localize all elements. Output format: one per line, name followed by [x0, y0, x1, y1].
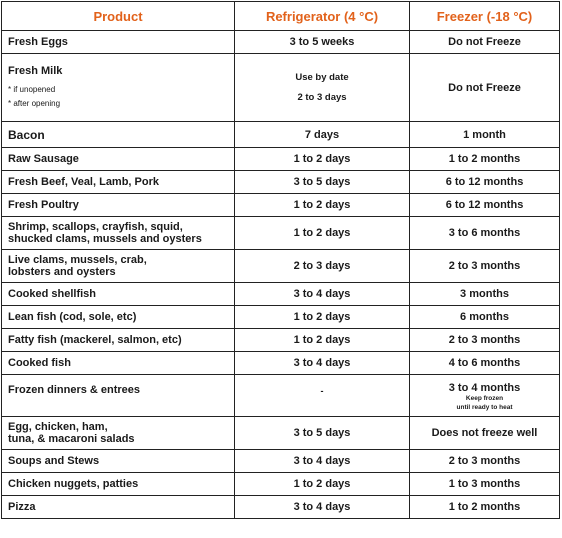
product-note: * after opening: [8, 98, 61, 108]
table-row: [2, 450, 560, 473]
refrigerator-cell: [235, 375, 410, 417]
refrigerator-cell: 1 to 2 days: [235, 217, 410, 250]
header-refrigerator: Refrigerator (4 °C): [235, 2, 410, 31]
freezer-cell: 1 to 2 months: [410, 148, 560, 171]
freezer-cell: Do not Freeze: [410, 54, 560, 122]
product-cell: Soups and Stews: [2, 450, 235, 473]
refrigerator-cell: 2 to 3 days: [235, 250, 410, 283]
refrigerator-cell: 1 to 2 days: [235, 306, 410, 329]
product-line: Live clams, mussels, crab,: [8, 254, 147, 266]
refrigerator-cell: 3 to 4 days: [235, 496, 410, 519]
product-line: Shrimp, scallops, crayfish, squid,: [8, 221, 183, 233]
refrigerator-cell: 1 to 2 days: [235, 473, 410, 496]
product-line: Egg, chicken, ham,: [8, 421, 108, 433]
table-row: [2, 306, 560, 329]
freezer-value: 3 to 4 months: [448, 382, 521, 394]
refrigerator-cell: 1 to 2 days: [235, 329, 410, 352]
table-row: [2, 417, 560, 450]
product-cell: Pizza: [2, 496, 235, 519]
product-cell: Fresh Beef, Veal, Lamb, Pork: [2, 171, 235, 194]
freezer-cell: 3 months: [410, 283, 560, 306]
table-row: [2, 250, 560, 283]
product-name: Fresh Milk: [8, 64, 63, 77]
product-cell: [2, 217, 235, 250]
header-product: Product: [2, 2, 235, 31]
product-line: shucked clams, mussels and oysters: [8, 233, 202, 245]
freezer-cell: 4 to 6 months: [410, 352, 560, 375]
product-name: Frozen dinners & entrees: [8, 383, 141, 396]
refrigerator-cell: 3 to 5 weeks: [235, 31, 410, 54]
freezer-cell: 6 to 12 months: [410, 194, 560, 217]
product-note: * if unopened: [8, 84, 56, 94]
table-row: [2, 375, 560, 417]
product-cell: Chicken nuggets, patties: [2, 473, 235, 496]
product-cell: Cooked fish: [2, 352, 235, 375]
header-row: [2, 2, 560, 31]
table-row: [2, 194, 560, 217]
table-row: [2, 496, 560, 519]
freezer-cell: [410, 375, 560, 417]
freezer-cell: 2 to 3 months: [410, 250, 560, 283]
table-row: [2, 217, 560, 250]
table-row: [2, 148, 560, 171]
table-row: [2, 473, 560, 496]
refrigerator-cell: [235, 54, 410, 122]
table-row: [2, 171, 560, 194]
food-storage-table: [1, 1, 560, 519]
header-freezer: Freezer (-18 °C): [410, 2, 560, 31]
product-cell: [2, 375, 235, 417]
refrigerator-cell: 1 to 2 days: [235, 194, 410, 217]
refrigerator-value: -: [320, 385, 324, 396]
freezer-cell: 6 months: [410, 306, 560, 329]
refrigerator-cell: 3 to 5 days: [235, 171, 410, 194]
product-cell: Fresh Eggs: [2, 31, 235, 54]
freezer-cell: Does not freeze well: [410, 417, 560, 450]
freezer-cell: 6 to 12 months: [410, 171, 560, 194]
table-row: [2, 31, 560, 54]
refrigerator-cell: 1 to 2 days: [235, 148, 410, 171]
table-row: [2, 122, 560, 148]
freezer-cell: Do not Freeze: [410, 31, 560, 54]
refrigerator-cell: 3 to 4 days: [235, 352, 410, 375]
refrigerator-cell: 7 days: [235, 122, 410, 148]
refrigerator-cell: 3 to 5 days: [235, 417, 410, 450]
freezer-cell: 2 to 3 months: [410, 450, 560, 473]
freezer-cell: 1 month: [410, 122, 560, 148]
product-cell: [2, 417, 235, 450]
table-row: [2, 329, 560, 352]
product-cell: [2, 54, 235, 122]
product-cell: Fresh Poultry: [2, 194, 235, 217]
product-cell: Fatty fish (mackerel, salmon, etc): [2, 329, 235, 352]
refrigerator-value: Use by date: [295, 71, 349, 83]
freezer-cell: 1 to 2 months: [410, 496, 560, 519]
freezer-cell: 1 to 3 months: [410, 473, 560, 496]
refrigerator-cell: 3 to 4 days: [235, 283, 410, 306]
product-cell: [2, 250, 235, 283]
refrigerator-value: 2 to 3 days: [297, 91, 347, 103]
product-line: lobsters and oysters: [8, 266, 116, 278]
product-cell: Lean fish (cod, sole, etc): [2, 306, 235, 329]
product-cell: Raw Sausage: [2, 148, 235, 171]
freezer-note: Keep frozen: [465, 395, 504, 402]
table-row: [2, 352, 560, 375]
product-line: tuna, & macaroni salads: [8, 433, 135, 445]
freezer-cell: 2 to 3 months: [410, 329, 560, 352]
refrigerator-cell: 3 to 4 days: [235, 450, 410, 473]
product-cell: Bacon: [2, 122, 235, 148]
product-cell: Cooked shellfish: [2, 283, 235, 306]
table-row: [2, 54, 560, 122]
table-row: [2, 283, 560, 306]
freezer-note: until ready to heat: [456, 404, 513, 411]
freezer-cell: 3 to 6 months: [410, 217, 560, 250]
